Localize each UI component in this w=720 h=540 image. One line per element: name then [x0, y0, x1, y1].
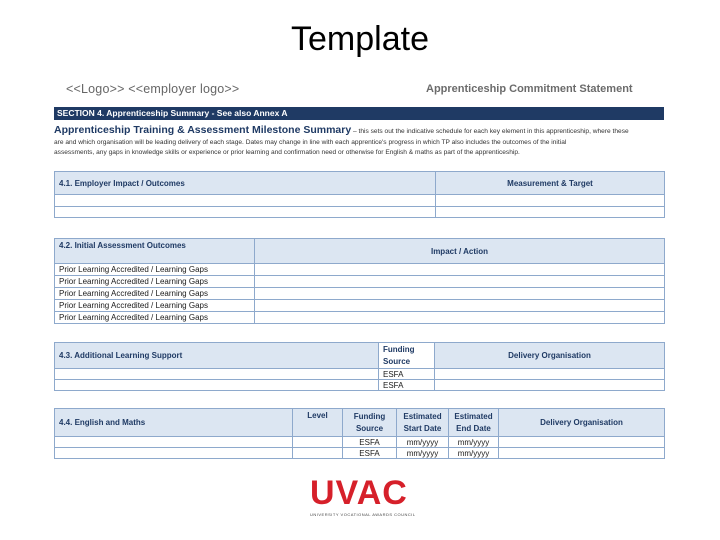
table-initial-assessment — [54, 238, 665, 324]
input-cell[interactable] — [255, 312, 665, 324]
section-4-bar: SECTION 4. Apprenticeship Summary - See also Annex A — [54, 107, 664, 120]
table-row-label: Prior Learning Accredited / Learning Gaps — [55, 264, 255, 276]
uvac-logo-tagline: UNIVERSITY VOCATIONAL AWARDS COUNCIL — [310, 512, 416, 517]
header-funding-line: Source — [355, 423, 384, 433]
logo-placeholders: <<Logo>> <<employer logo>> — [66, 82, 240, 96]
input-cell[interactable] — [55, 369, 379, 380]
table-additional-support — [54, 342, 665, 391]
input-cell[interactable] — [499, 448, 665, 459]
input-cell[interactable] — [255, 276, 665, 288]
header-funding-source — [343, 409, 397, 437]
uvac-logo — [310, 476, 420, 518]
milestone-body-line: are and which organisation will be leading delivery of each stage. Dates may change in line with each apprentice's progress in which TP also includes the outcomes of the initial — [54, 139, 567, 146]
input-cell[interactable] — [435, 380, 665, 391]
input-cell[interactable] — [435, 369, 665, 380]
header-start-line: Start Date — [403, 423, 442, 433]
table-employer-impact — [54, 171, 665, 218]
input-cell[interactable] — [55, 437, 293, 448]
funding-cell: ESFA — [343, 448, 397, 459]
header-start-date — [397, 409, 449, 437]
header-delivery-organisation: Delivery Organisation — [499, 409, 665, 437]
milestone-body-line: assessments, any gaps in knowledge skills or experience or prior learning and confirmation need or otherwise for English & maths as part of the apprenticeship. — [54, 148, 520, 156]
input-cell[interactable] — [55, 380, 379, 391]
table-row-label: Prior Learning Accredited / Learning Gaps — [55, 300, 255, 312]
milestone-heading — [54, 124, 664, 138]
header-additional-support: 4.3. Additional Learning Support — [55, 343, 379, 369]
uvac-logo-word: UVAC — [310, 474, 408, 512]
header-start-line: Estimated — [403, 411, 442, 421]
input-cell[interactable] — [436, 207, 665, 218]
start-date-cell: mm/yyyy — [397, 448, 449, 459]
funding-cell: ESFA — [343, 437, 397, 448]
header-delivery-organisation: Delivery Organisation — [435, 343, 665, 369]
header-funding-line: Source — [383, 356, 411, 366]
header-english-maths: 4.4. English and Maths — [55, 409, 293, 437]
input-cell[interactable] — [55, 448, 293, 459]
input-cell[interactable] — [255, 300, 665, 312]
table-row-label: Prior Learning Accredited / Learning Gaps — [55, 276, 255, 288]
header-impact-action: Impact / Action — [255, 239, 665, 264]
milestone-summary — [54, 124, 664, 168]
commitment-statement-title: Apprenticeship Commitment Statement — [426, 83, 633, 95]
milestone-title: Apprenticeship Training & Assessment Milestone Summary — [54, 124, 352, 136]
header-funding-source — [379, 343, 435, 369]
header-funding-line: Funding — [383, 344, 415, 354]
header-end-date — [449, 409, 499, 437]
end-date-cell: mm/yyyy — [449, 437, 499, 448]
funding-cell: ESFA — [379, 369, 435, 380]
header-end-line: Estimated — [454, 411, 493, 421]
end-date-cell: mm/yyyy — [449, 448, 499, 459]
header-funding-line: Funding — [353, 411, 386, 421]
input-cell[interactable] — [55, 207, 436, 218]
header-initial-assessment: 4.2. Initial Assessment Outcomes — [55, 239, 255, 264]
input-cell[interactable] — [293, 448, 343, 459]
milestone-note: – this sets out the indicative schedule for each key element in this apprenticeship, where these — [351, 128, 629, 135]
start-date-cell: mm/yyyy — [397, 437, 449, 448]
header-level: Level — [293, 409, 343, 437]
header-end-line: End Date — [456, 423, 491, 433]
table-row-label: Prior Learning Accredited / Learning Gaps — [55, 288, 255, 300]
table-row-label: Prior Learning Accredited / Learning Gaps — [55, 312, 255, 324]
input-cell[interactable] — [436, 195, 665, 207]
header-employer-impact: 4.1. Employer Impact / Outcomes — [55, 172, 436, 195]
header-measurement-target: Measurement & Target — [436, 172, 665, 195]
input-cell[interactable] — [255, 288, 665, 300]
input-cell[interactable] — [55, 195, 436, 207]
input-cell[interactable] — [255, 264, 665, 276]
input-cell[interactable] — [499, 437, 665, 448]
funding-cell: ESFA — [379, 380, 435, 391]
slide-title: Template — [291, 20, 429, 58]
table-english-maths — [54, 408, 665, 459]
input-cell[interactable] — [293, 437, 343, 448]
